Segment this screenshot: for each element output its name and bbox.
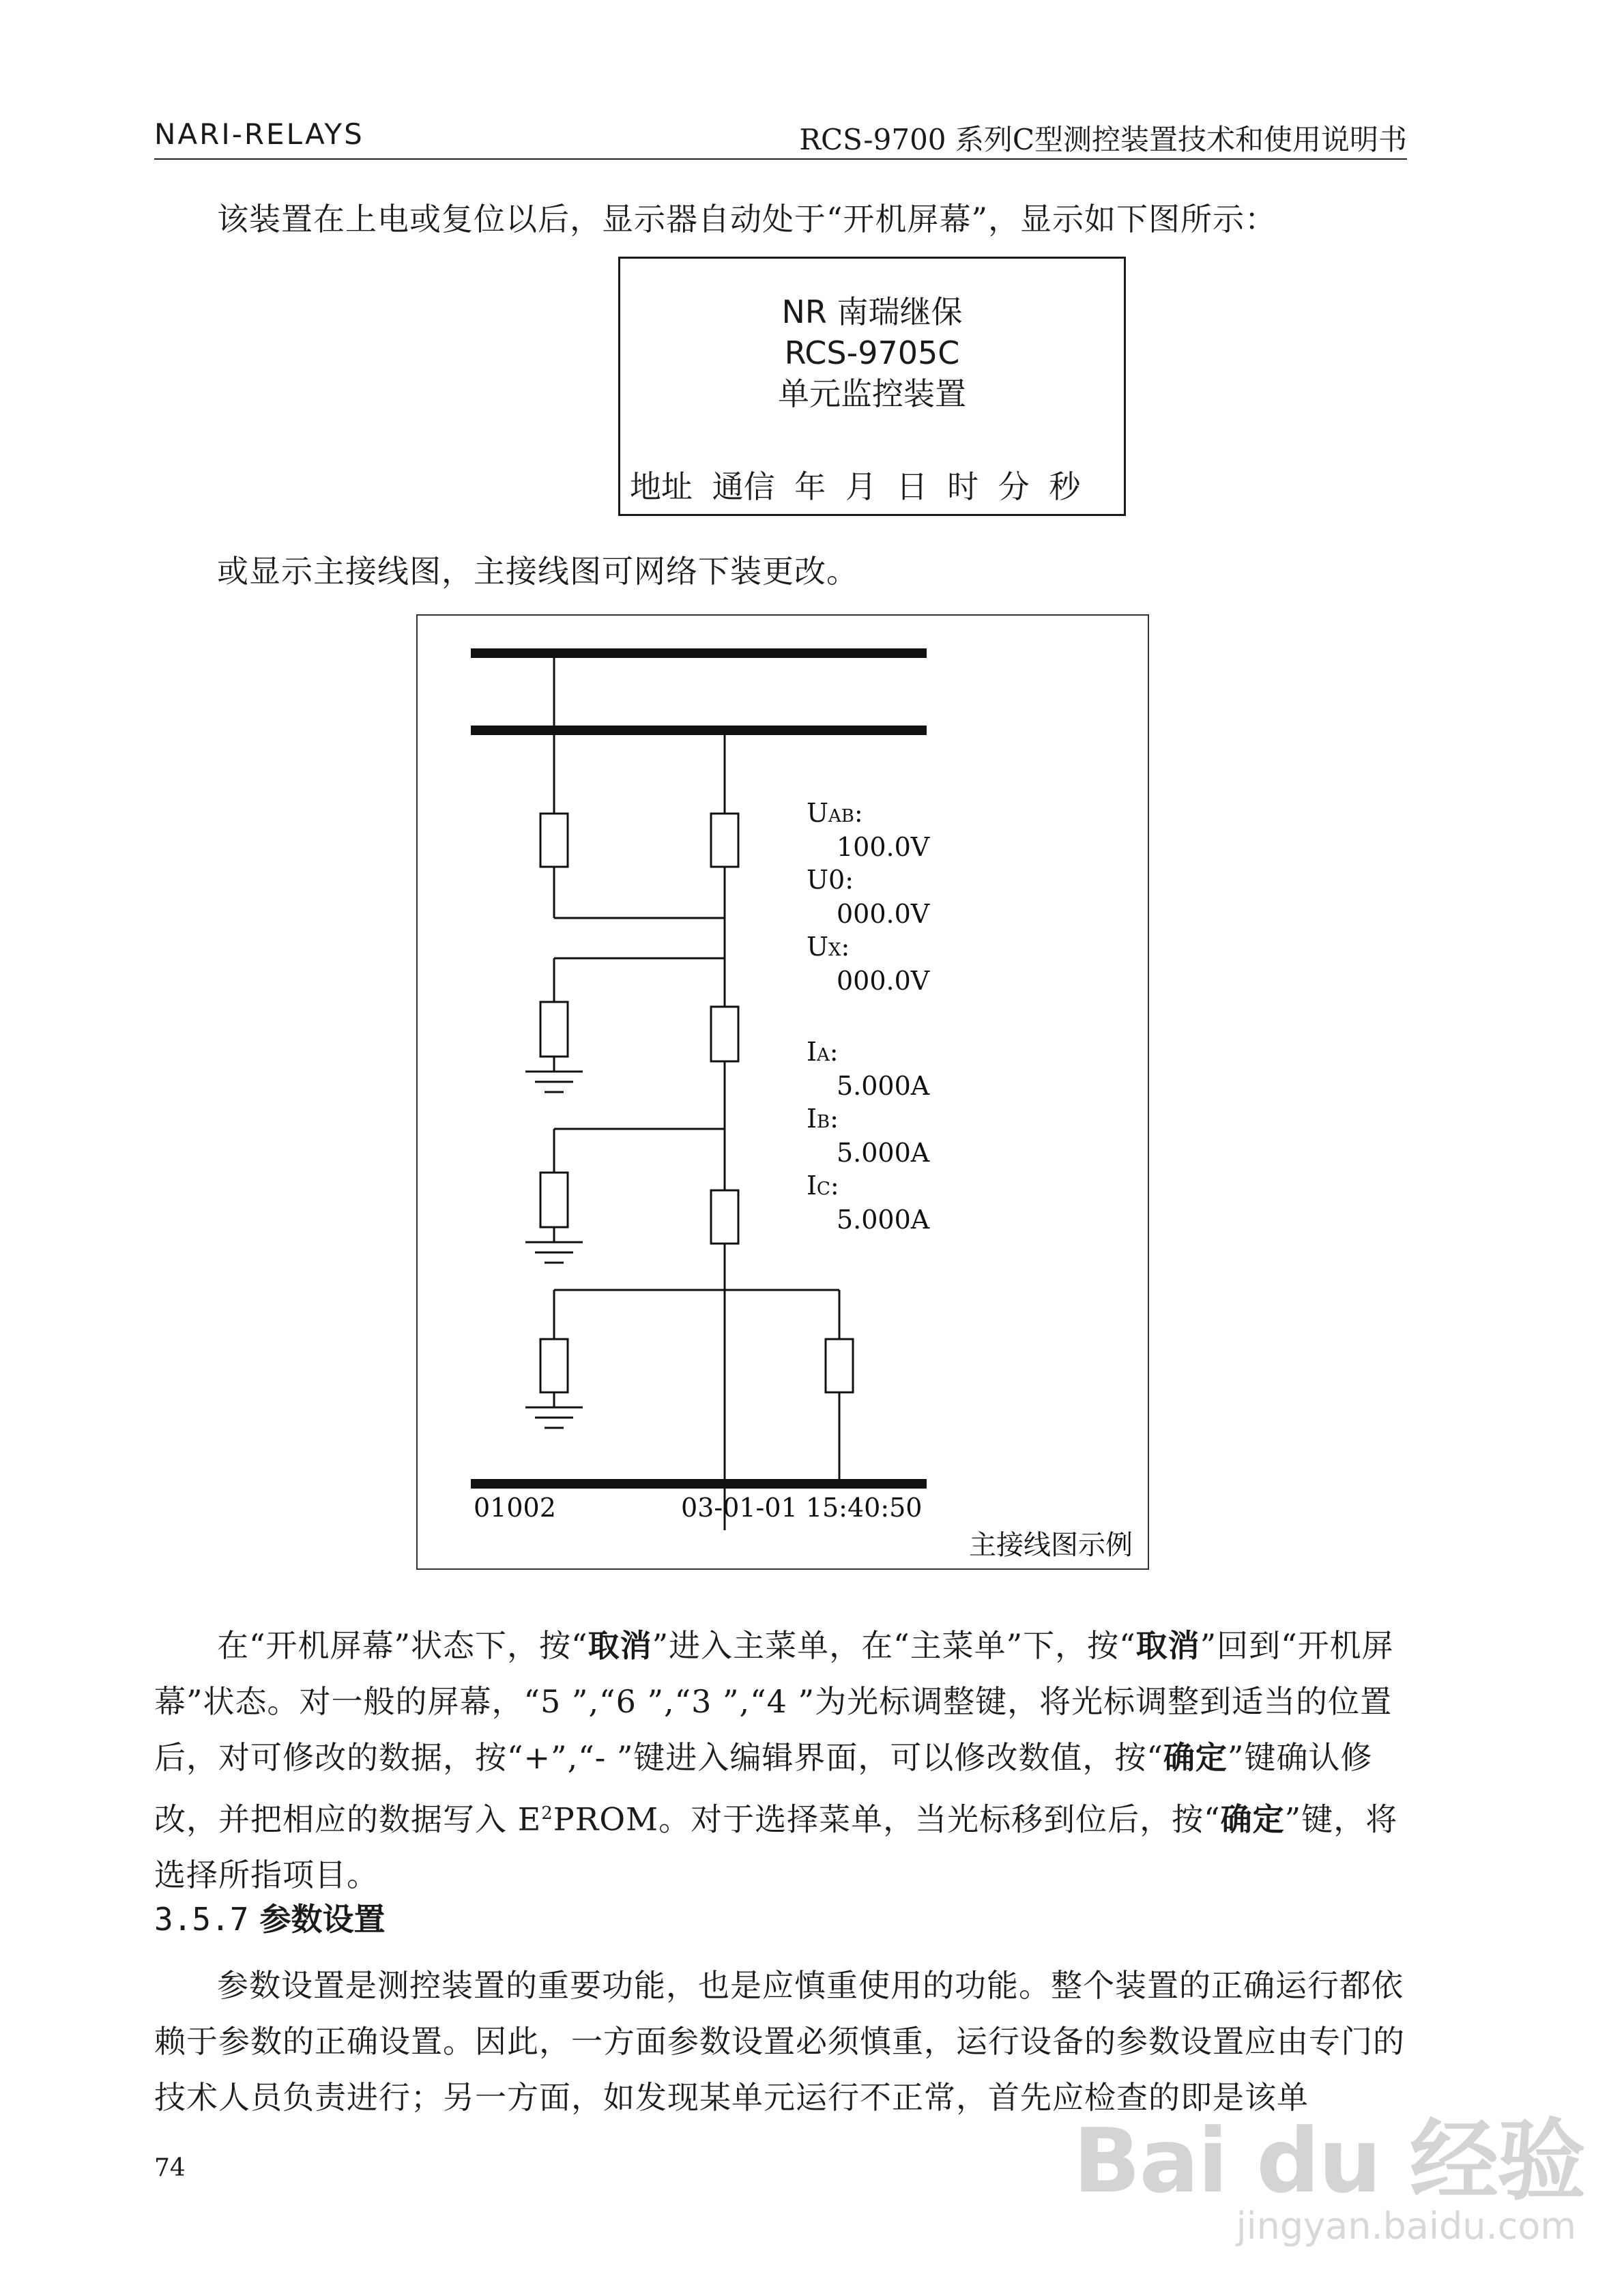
- key-cancel-1: 取消: [588, 1627, 652, 1664]
- breaker-main-mid: [711, 1007, 738, 1061]
- baidu-watermark-url: jingyan.baidu.com: [1236, 2205, 1576, 2248]
- section-heading: 3.5.7 参数设置: [154, 1901, 386, 1938]
- diagram-address: 01002: [474, 1493, 556, 1523]
- reading-label-ic: IC:: [807, 1171, 839, 1201]
- breaker-ground-1: [540, 1002, 568, 1057]
- startup-screen-box: [618, 257, 1126, 516]
- header-doc-title: RCS-9700 系列C型测控装置技术和使用说明书: [799, 123, 1407, 156]
- reading-label-ib: IB:: [807, 1104, 839, 1134]
- diagram-datetime: 03-01-01 15:40:50: [681, 1493, 923, 1523]
- reading-value-ia: 5.000A: [837, 1071, 930, 1101]
- breaker-ground-3: [540, 1339, 568, 1392]
- screen-line-device: 单元监控装置: [778, 375, 966, 412]
- breaker-left-top: [540, 814, 568, 867]
- reading-value-ic: 5.000A: [837, 1205, 930, 1235]
- key-cancel-2: 取消: [1135, 1627, 1200, 1664]
- reading-label-ux: UX:: [807, 932, 850, 962]
- reading-value-u0: 000.0V: [837, 899, 930, 929]
- reading-value-ib: 5.000A: [837, 1138, 930, 1168]
- key-operation-paragraph: 在“开机屏幕”状态下，按“取消”进入主菜单，在“主菜单”下，按“取消”回到“开机屏幕”状态。对一般的屏幕，“5 ”,“6 ”,“3 ”,“4 ”为光标调整键，将光标调整到适当的位置后，对可修改的数据，按“+”,“- ”键进入编辑界面，可以修改数值，按“确定”键确认修改，并把相应的数据写入 $E^2PROM$。对于选择菜单，当光标移到位后，按“确定”键，将选择所指项目。: [154, 1627, 1398, 1894]
- diagram-intro-paragraph: 或显示主接线图，主接线图可网络下装更改。: [217, 553, 858, 590]
- breaker-main-top: [711, 814, 738, 867]
- intro-paragraph: 该装置在上电或复位以后，显示器自动处于“开机屏幕”，显示如下图所示：: [217, 201, 1277, 238]
- header-brand: NARI-RELAYS: [154, 117, 364, 151]
- key-confirm-1: 确定: [1163, 1739, 1228, 1776]
- header-rule: [154, 158, 1407, 160]
- screen-line-brand: NR 南瑞继保: [781, 293, 963, 330]
- diagram-caption: 主接线图示例: [969, 1530, 1133, 1561]
- reading-value-ux: 000.0V: [837, 966, 930, 996]
- reading-label-u0: U0:: [807, 865, 854, 895]
- wiring-diagram-svg: [418, 616, 1148, 1568]
- breaker-ground-2: [540, 1173, 568, 1227]
- screen-line-model: RCS-9705C: [784, 334, 960, 371]
- main-wiring-diagram: [416, 614, 1149, 1570]
- reading-label-uab: UAB:: [807, 798, 863, 828]
- screen-line-fields: 地址 通信 年 月 日 时 分 秒: [630, 468, 1081, 505]
- breaker-right: [826, 1339, 853, 1392]
- reading-value-uab: 100.0V: [837, 832, 930, 862]
- key-confirm-2: 确定: [1220, 1800, 1285, 1838]
- page-number: 74: [154, 2154, 186, 2182]
- baidu-watermark-logo: Bai du 经验: [1073, 2109, 1584, 2213]
- reading-label-ia: IA:: [807, 1037, 839, 1067]
- parameter-setting-paragraph: 参数设置是测控装置的重要功能，也是应慎重使用的功能。整个装置的正确运行都依赖于参数的正确设置。因此，一方面参数设置必须慎重，运行设备的参数设置应由专门的技术人员负责进行；另一方面，如发现某单元运行不正常，首先应检查的即是该单: [154, 1967, 1405, 2116]
- breaker-main-low: [711, 1190, 738, 1244]
